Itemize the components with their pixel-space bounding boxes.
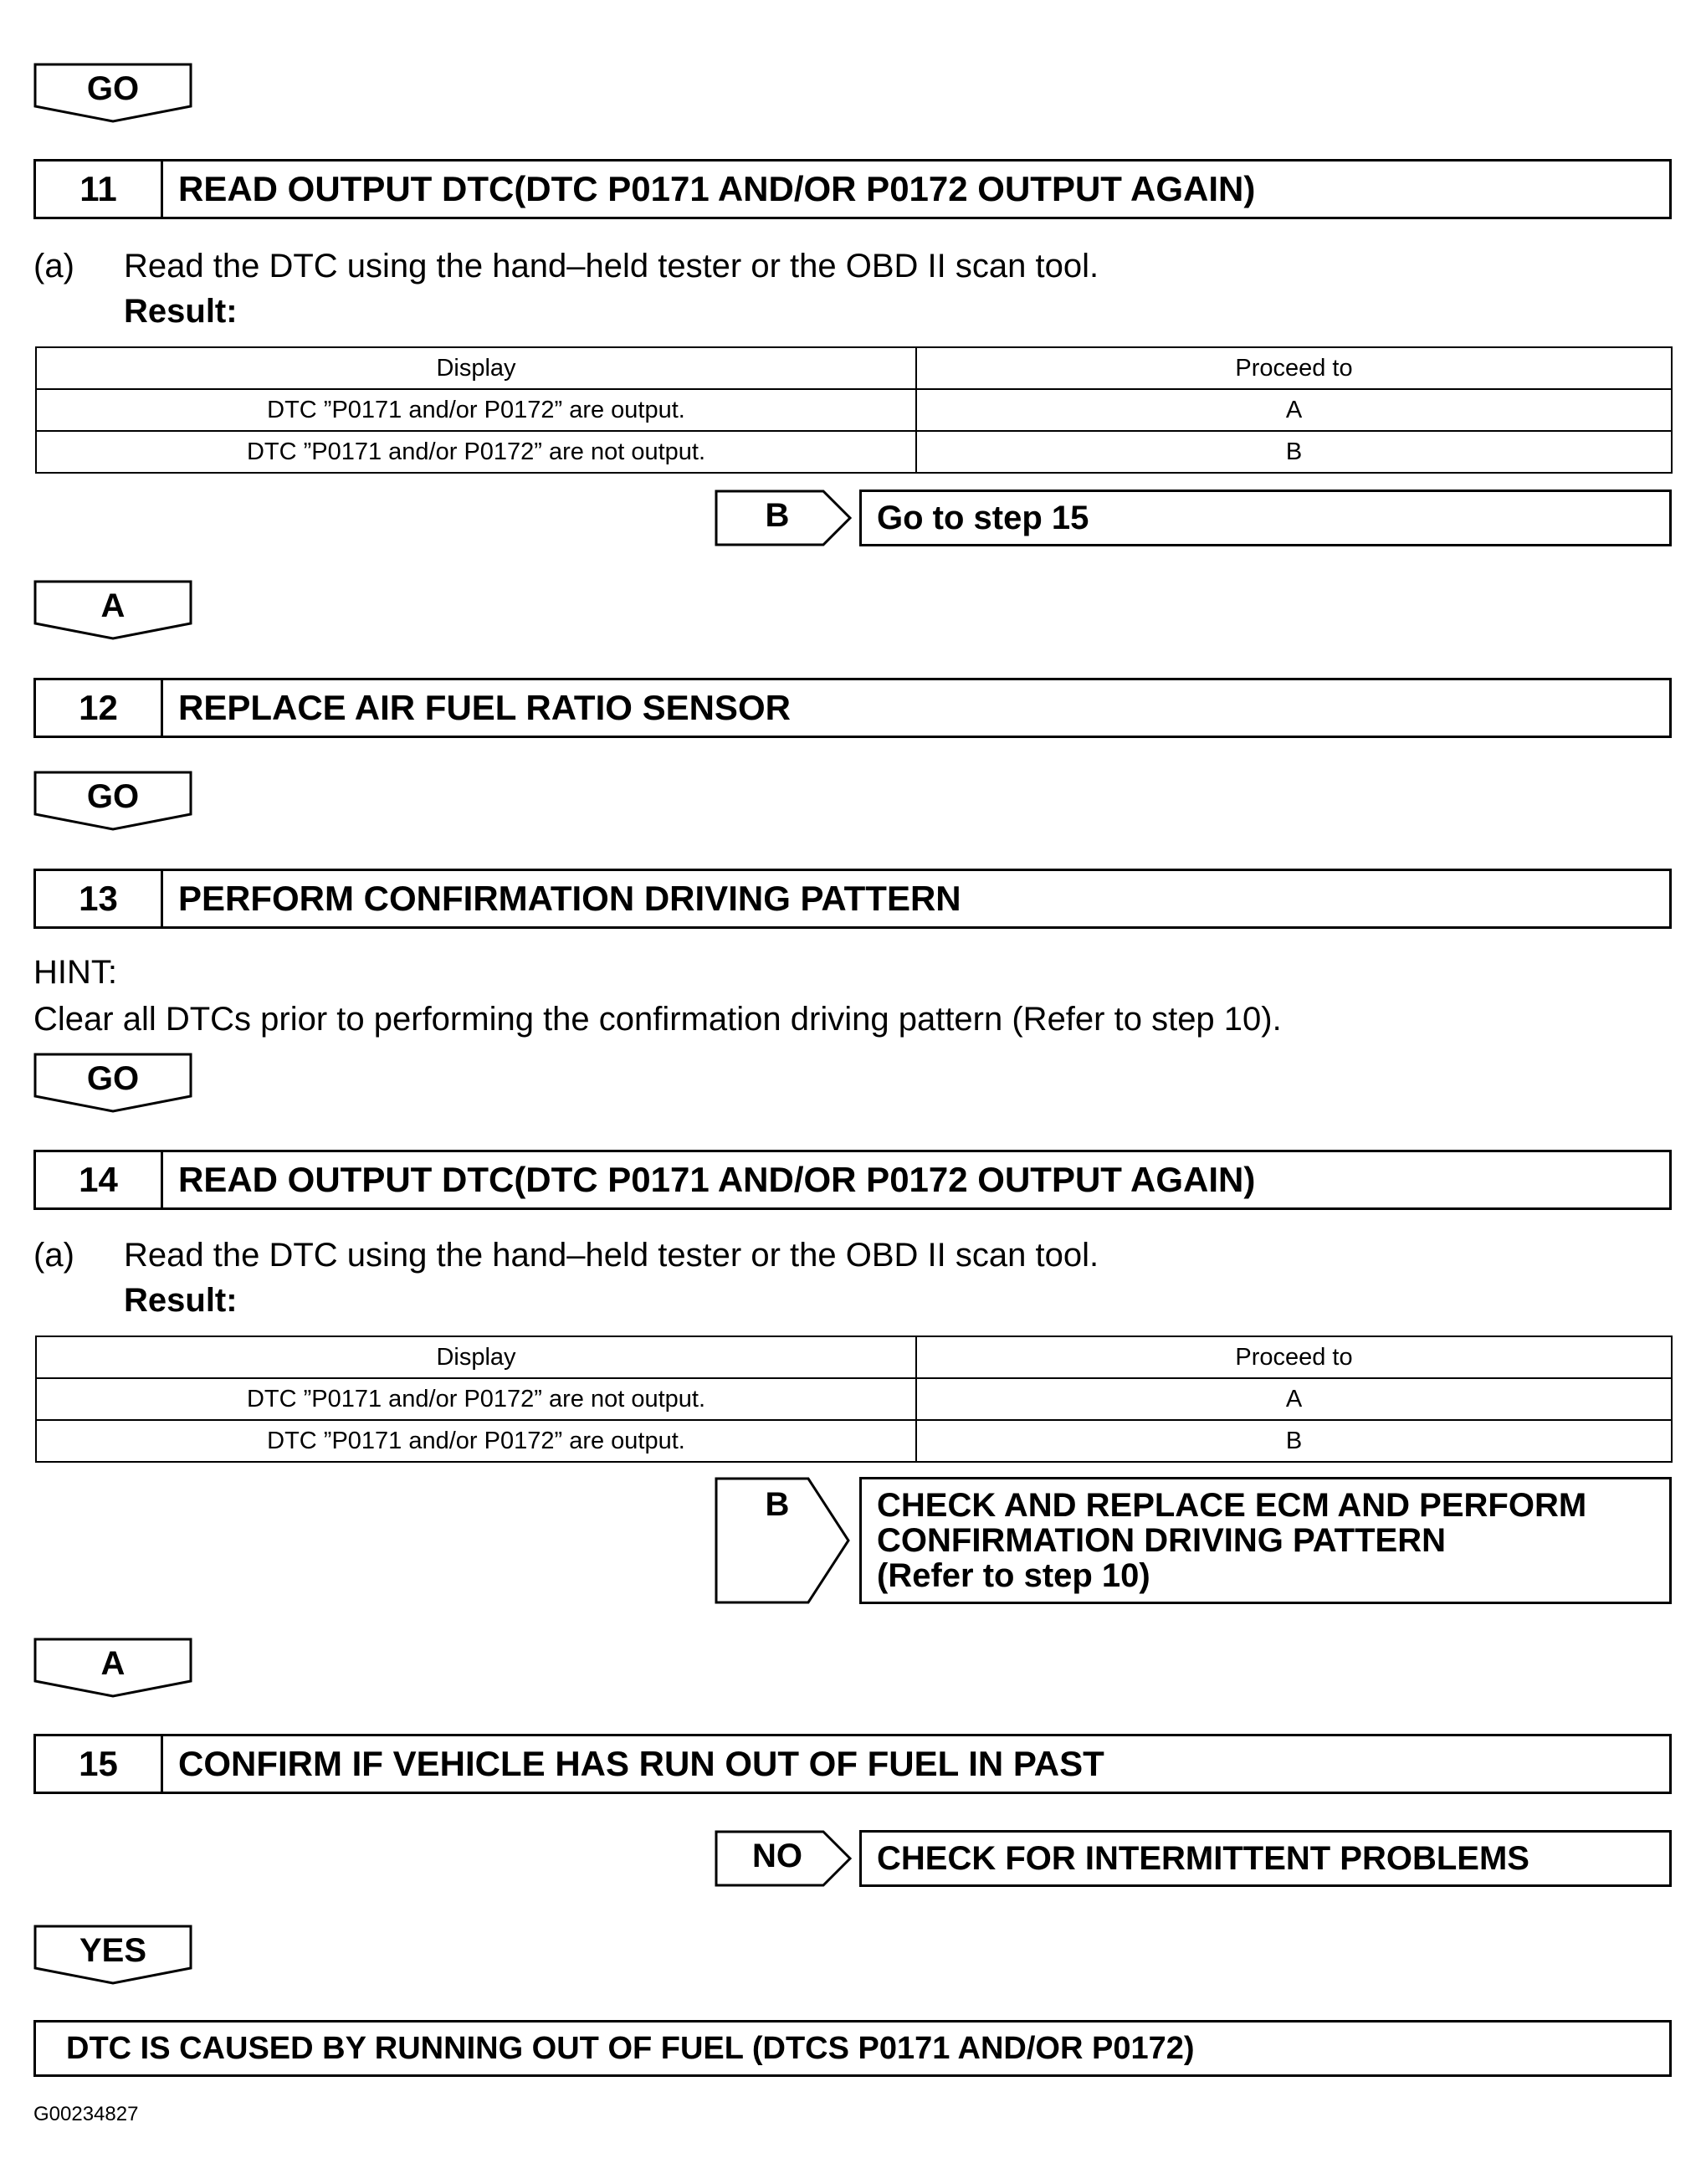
b-branch-label: B bbox=[765, 497, 790, 534]
item-label: (a) bbox=[33, 1237, 74, 1274]
step-title: READ OUTPUT DTC(DTC P0171 AND/OR P0172 OUTPUT AGAIN) bbox=[178, 1160, 1256, 1199]
step-title: READ OUTPUT DTC(DTC P0171 AND/OR P0172 OUTPUT AGAIN) bbox=[178, 169, 1256, 208]
hint-label: HINT: bbox=[33, 954, 117, 991]
table-header-row bbox=[36, 1336, 1672, 1378]
item-text: Read the DTC using the hand–held tester or the OBD II scan tool. bbox=[124, 248, 1099, 285]
table-header-display: Display bbox=[36, 347, 916, 389]
go-connector-label: GO bbox=[86, 778, 140, 815]
step-number: 12 bbox=[36, 680, 163, 736]
yes-connector-label: YES bbox=[79, 1932, 147, 1969]
table-header-proceed: Proceed to bbox=[916, 347, 1672, 389]
go-to-step-15-box: Go to step 15 bbox=[859, 490, 1672, 546]
step-15-header bbox=[33, 1734, 1672, 1794]
step-12-header bbox=[33, 678, 1672, 738]
go-connector-label: GO bbox=[86, 1060, 140, 1097]
table-cell: B bbox=[916, 431, 1672, 473]
target-line: (Refer to step 10) bbox=[877, 1557, 1150, 1594]
step-11-result-table bbox=[35, 346, 1673, 474]
step-11-item-a bbox=[33, 248, 1623, 290]
step-14-header bbox=[33, 1150, 1672, 1210]
step-13-header bbox=[33, 869, 1672, 929]
table-cell: B bbox=[916, 1420, 1672, 1462]
step-number: 13 bbox=[36, 871, 163, 926]
table-row bbox=[36, 1378, 1672, 1420]
no-branch-label: NO bbox=[752, 1838, 802, 1874]
table-cell: DTC ”P0171 and/or P0172” are not output. bbox=[36, 1378, 916, 1420]
step-number: 11 bbox=[36, 161, 163, 217]
step-number: 14 bbox=[36, 1152, 163, 1207]
step-14-item-a bbox=[33, 1237, 1623, 1279]
table-header-row bbox=[36, 347, 1672, 389]
step-11-header bbox=[33, 159, 1672, 219]
check-replace-ecm-box bbox=[859, 1477, 1672, 1604]
intermittent-problems-box: CHECK FOR INTERMITTENT PROBLEMS bbox=[859, 1830, 1672, 1887]
result-label: Result: bbox=[124, 293, 238, 330]
table-cell: A bbox=[916, 1378, 1672, 1420]
table-row bbox=[36, 431, 1672, 473]
target-line: CONFIRMATION DRIVING PATTERN bbox=[877, 1522, 1446, 1559]
table-cell: DTC ”P0171 and/or P0172” are not output. bbox=[36, 431, 916, 473]
go-connector-label: GO bbox=[86, 70, 140, 107]
step-number: 15 bbox=[36, 1736, 163, 1792]
result-label: Result: bbox=[124, 1282, 238, 1319]
step-14-result-table bbox=[35, 1336, 1673, 1463]
b-branch-label: B bbox=[765, 1486, 790, 1523]
table-row bbox=[36, 389, 1672, 431]
item-label: (a) bbox=[33, 248, 74, 285]
step-title: CONFIRM IF VEHICLE HAS RUN OUT OF FUEL IN PAST bbox=[178, 1744, 1104, 1783]
table-cell: DTC ”P0171 and/or P0172” are output. bbox=[36, 1420, 916, 1462]
a-connector-label: A bbox=[100, 1645, 126, 1682]
table-header-display: Display bbox=[36, 1336, 916, 1378]
table-row bbox=[36, 1420, 1672, 1462]
hint-text: Clear all DTCs prior to performing the confirmation driving pattern (Refer to step 10). bbox=[33, 1001, 1282, 1038]
table-header-proceed: Proceed to bbox=[916, 1336, 1672, 1378]
table-cell: DTC ”P0171 and/or P0172” are output. bbox=[36, 389, 916, 431]
step-title: PERFORM CONFIRMATION DRIVING PATTERN bbox=[178, 879, 961, 918]
item-text: Read the DTC using the hand–held tester or the OBD II scan tool. bbox=[124, 1237, 1099, 1274]
step-title: REPLACE AIR FUEL RATIO SENSOR bbox=[178, 688, 791, 727]
target-line: CHECK AND REPLACE ECM AND PERFORM bbox=[877, 1487, 1587, 1524]
final-conclusion-box: DTC IS CAUSED BY RUNNING OUT OF FUEL (DTCS P0171 AND/OR P0172) bbox=[33, 2020, 1672, 2077]
figure-code: G00234827 bbox=[33, 2103, 139, 2125]
a-connector-label: A bbox=[100, 587, 126, 624]
table-cell: A bbox=[916, 389, 1672, 431]
